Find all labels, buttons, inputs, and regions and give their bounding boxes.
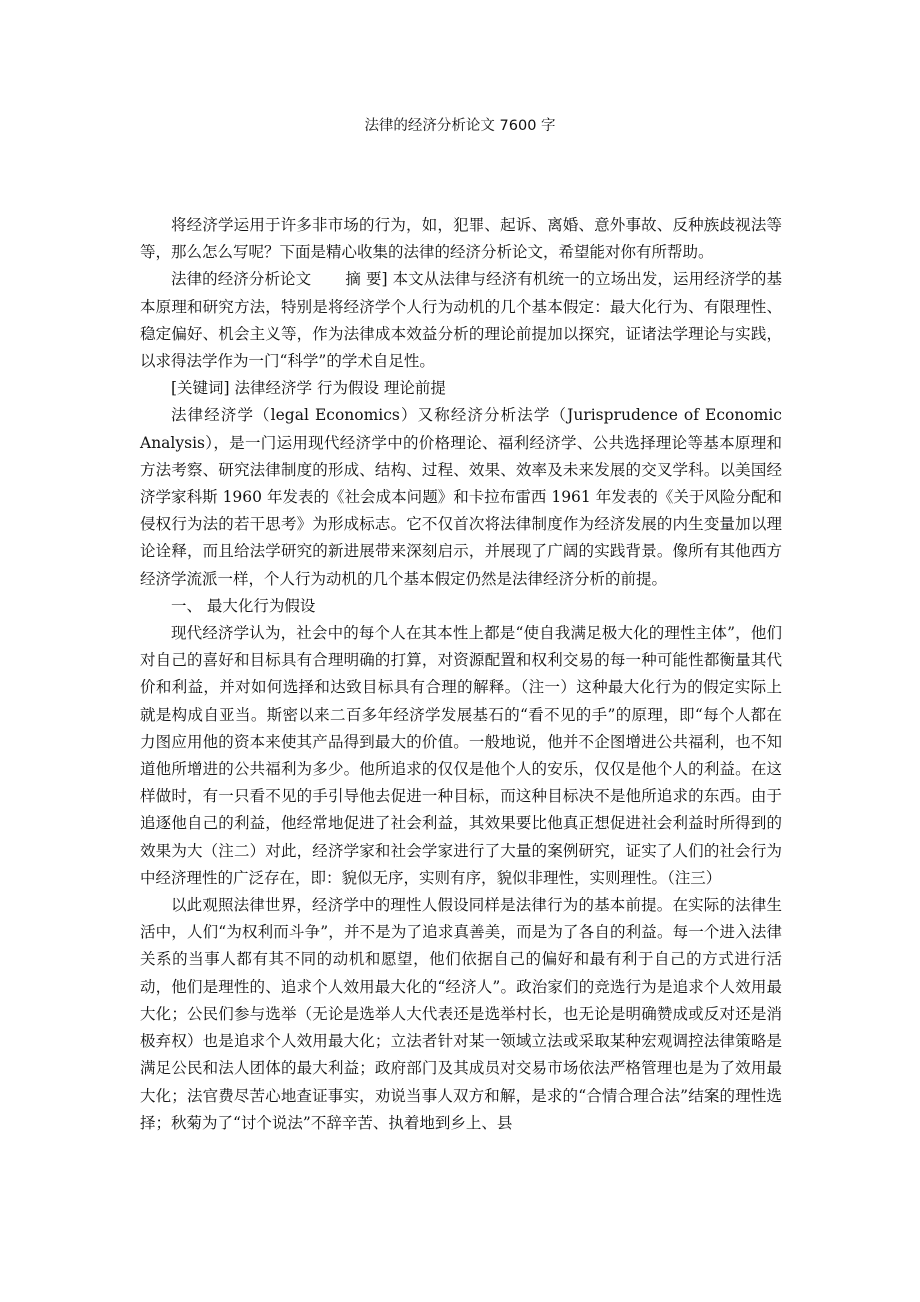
legal-world-paragraph: 以此观照法律世界，经济学中的理性人假设同样是法律行为的基本前提。在实际的法律生活中，人们“为权利而斗争”，并不是为了追求真善美，而是为了各自的利益。每一个进入法律关系的当事人都有其不同的动机和愿望，他们依据自己的偏好和最有利于自己的方式进行活动，他们是理性的、追求个人效用最大化的“经济人”。政治家们的竞选行为是追求个人效用最大化；公民们参与选举（无论是选举人大代表还是选举村长，也无论是明确赞成或反对还是消极弃权）也是追求个人效用最大化；立法者针对某一领域立法或采取某种宏观调控法律策略是满足公民和法人团体的最大利益；政府部门及其成员对交易市场依法严格管理也是为了效用最大化；法官费尽苦心地查证事实，劝说当事人双方和解，是求的“合情合理合法”结案的理性选择；秋菊为了“讨个说法”不辞辛苦、执着地到乡上、县 xyxy=(140,896,782,1132)
maximization-paragraph: 现代经济学认为，社会中的每个人在其本性上都是“使自我满足极大化的理性主体”，他们对自己的喜好和目标具有合理明确的打算，对资源配置和权利交易的每一种可能性都衡量其代价和利益，并对如何选择和达致目标具有合理的解释。（注一）这种最大化行为的假定实际上就是构成自亚当。斯密以来二百多年经济学发展基石的“看不见的手”的原理，即“每个人都在力图应用他的资本来使其产品得到最大的价值。一般地说，他并不企图增进公共福利，也不知道他所增进的公共福利为多少。他所追求的仅仅是他个人的安乐，仅仅是他个人的利益。在这样做时，有一只看不见的手引导他去促进一种目标，而这种目标决不是他所追求的东西。由于追逐他自己的利益，他经常地促进了社会利益，其效果要比他真正想促进社会利益时所得到的效果为大（注二）对此，经济学家和社会学家进行了大量的案例研究，证实了人们的社会行为中经济理性的广泛存在，即：貌似无序，实则有序，貌似非理性，实则理性。（注三） xyxy=(140,624,782,887)
document-body xyxy=(140,212,782,1137)
keywords-paragraph: [关键词] 法律经济学 行为假设 理论前提 xyxy=(171,379,446,398)
abstract-text: 本文从法律与经济有机统一的立场出发，运用经济学的基本原理和研究方法，特别是将经济学个人行为动机的几个基本假定：最大化行为、有限理性、稳定偏好、机会主义等，作为法律成本效益分析的理论前提加以探究，证诸法学理论与实践，以求得法学作为一门“科学”的学术自足性。 xyxy=(140,270,782,371)
definition-paragraph: 法律经济学（legal Economics）又称经济分析法学（Jurisprudence of Economic Analysis），是一门运用现代经济学中的价格理论、福利经济学、公共选择理论等基本原理和方法考察、研究法律制度的形成、结构、过程、效果、效率及未来发展的交叉学科。以美国经济学家科斯 1960 年发表的《社会成本问题》和卡拉布雷西 1961 年发表的《关于风险分配和侵权行为法的若干思考》为形成标志。它不仅首次将法律制度作为经济发展的内生变量加以理论诠释，而且给法学研究的新进展带来深刻启示，并展现了广阔的实践背景。像所有其他西方经济学流派一样，个人行为动机的几个基本假定仍然是法律经济分析的前提。 xyxy=(140,406,782,588)
document-title: 法律的经济分析论文 7600 字 xyxy=(364,118,556,134)
abstract-prefix: 法律的经济分析论文 xyxy=(171,270,312,289)
abstract-label: 摘 要] xyxy=(345,270,388,289)
section-heading: 一、 最大化行为假设 xyxy=(171,596,316,615)
abstract-paragraph xyxy=(140,266,782,375)
intro-paragraph: 将经济学运用于许多非市场的行为，如，犯罪、起诉、离婚、意外事故、反种族歧视法等等，那么怎么写呢？下面是精心收集的法律的经济分析论文，希望能对你有所帮助。 xyxy=(140,216,782,262)
